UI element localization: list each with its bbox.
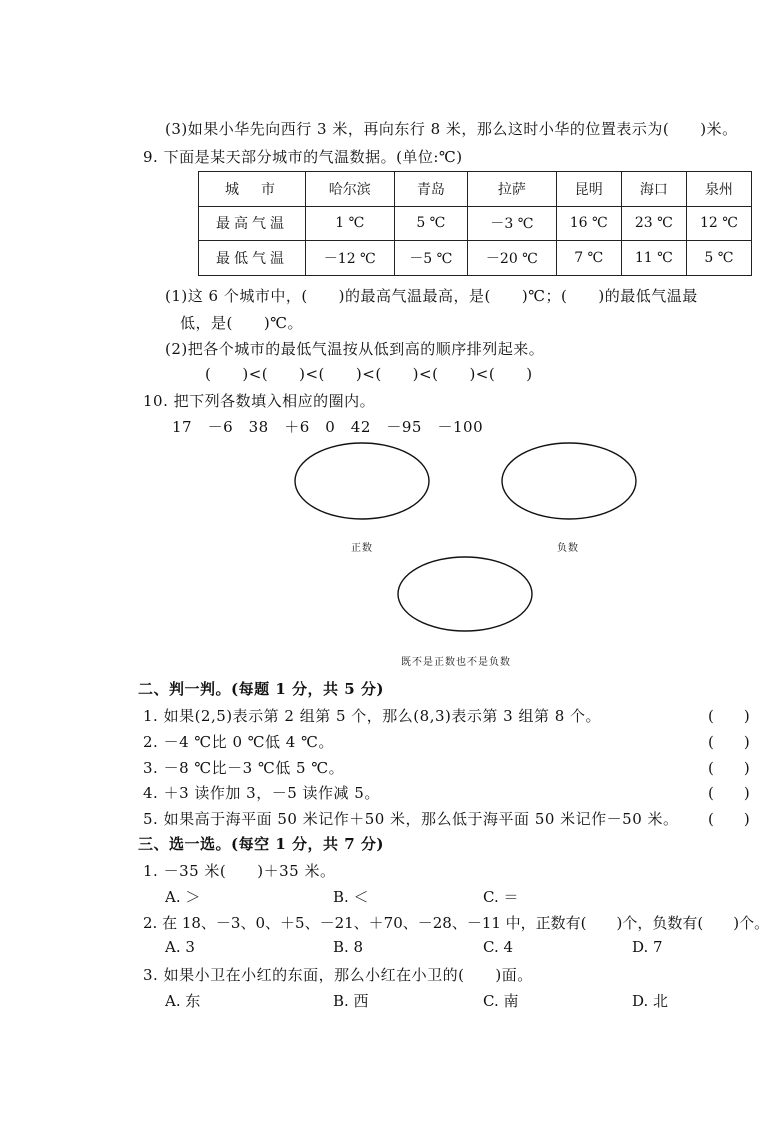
- choice-q3-option-d[interactable]: D. 北: [632, 992, 669, 1010]
- q9-part1-line1: (1)这 6 个城市中，( )的最高气温最高，是( )℃；( )的最低气温最: [165, 287, 698, 305]
- judge-answer-2[interactable]: ( ): [708, 733, 750, 751]
- positive-label: 正数: [351, 543, 373, 554]
- table-cell: 23 ℃: [621, 206, 686, 241]
- judge-item-5: 5. 如果高于海平面 50 米记作＋50 米，那么低于海平面 50 米记作－50 米。: [143, 810, 679, 828]
- neither-circle[interactable]: [398, 557, 532, 631]
- table-cell: 5 ℃: [394, 206, 468, 241]
- negative-label: 负数: [557, 543, 579, 554]
- choice-q3-option-b[interactable]: B. 西: [333, 992, 369, 1010]
- judge-answer-1[interactable]: ( ): [708, 707, 750, 725]
- table-cell: 16 ℃: [556, 206, 621, 241]
- table-cell: 城 市: [199, 172, 306, 207]
- judge-item-1: 1. 如果(2,5)表示第 2 组第 5 个，那么(8,3)表示第 3 组第 8 个。: [143, 707, 602, 725]
- q9-part1-line2: 低，是( )℃。: [180, 314, 303, 332]
- table-cell: 哈尔滨: [306, 172, 395, 207]
- choice-q3-option-c[interactable]: C. 南: [483, 992, 519, 1010]
- neither-label: 既不是正数也不是负数: [401, 657, 511, 668]
- section2-title: 二、判一判。(每题 1 分，共 5 分): [138, 680, 384, 698]
- choice-q2-stem: 2. 在 18、－3、0、＋5、－21、＋70、－28、－11 中，正数有( )个，负数有( )个。: [143, 914, 770, 932]
- choice-q1-option-a[interactable]: A. ＞: [165, 888, 201, 906]
- choice-q2-option-c[interactable]: C. 4: [483, 938, 514, 956]
- judge-item-2: 2. －4 ℃比 0 ℃低 4 ℃。: [143, 733, 334, 751]
- choice-q2-option-b[interactable]: B. 8: [333, 938, 364, 956]
- q9-order-line: ( )<( )<( )<( )<( )<( ): [205, 365, 533, 383]
- q8-part3-text: (3)如果小华先向西行 3 米，再向东行 8 米，那么这时小华的位置表示为( )米。: [165, 120, 738, 138]
- section3-title: 三、选一选。(每空 1 分，共 7 分): [138, 835, 384, 853]
- judge-item-3: 3. －8 ℃比－3 ℃低 5 ℃。: [143, 759, 345, 777]
- table-cell: 泉州: [686, 172, 751, 207]
- choice-q1-option-b[interactable]: B. ＜: [333, 888, 369, 906]
- table-cell: －12 ℃: [306, 241, 395, 276]
- table-cell: 青岛: [394, 172, 468, 207]
- choice-q1-stem: 1. －35 米( )＋35 米。: [143, 862, 336, 880]
- judge-answer-5[interactable]: ( ): [708, 810, 750, 828]
- table-cell: －3 ℃: [468, 206, 557, 241]
- table-cell: 最高气温: [199, 206, 306, 241]
- choice-q2-option-a[interactable]: A. 3: [165, 938, 195, 956]
- negative-circle[interactable]: [502, 443, 636, 519]
- q10-numbers: 17 －6 38 ＋6 0 42 －95 －100: [172, 418, 484, 436]
- q9-part2: (2)把各个城市的最低气温按从低到高的顺序排列起来。: [165, 340, 545, 358]
- choice-q1-option-c[interactable]: C. ＝: [483, 888, 519, 906]
- judge-answer-4[interactable]: ( ): [708, 784, 750, 802]
- table-cell: 5 ℃: [686, 241, 751, 276]
- table-cell: －5 ℃: [394, 241, 468, 276]
- table-cell: 11 ℃: [621, 241, 686, 276]
- q9-title: 9. 下面是某天部分城市的气温数据。(单位:℃): [143, 148, 463, 166]
- table-cell: 昆明: [556, 172, 621, 207]
- judge-item-4: 4. ＋3 读作加 3，－5 读作减 5。: [143, 784, 380, 802]
- choice-q2-option-d[interactable]: D. 7: [632, 938, 663, 956]
- table-cell: 1 ℃: [306, 206, 395, 241]
- table-cell: －20 ℃: [468, 241, 557, 276]
- choice-q3-option-a[interactable]: A. 东: [165, 992, 201, 1010]
- table-cell: 最低气温: [199, 241, 306, 276]
- table-cell: 海口: [621, 172, 686, 207]
- table-cell: 12 ℃: [686, 206, 751, 241]
- choice-q3-stem: 3. 如果小卫在小红的东面，那么小红在小卫的( )面。: [143, 966, 533, 984]
- positive-circle[interactable]: [295, 443, 429, 519]
- table-cell: 拉萨: [468, 172, 557, 207]
- table-cell: 7 ℃: [556, 241, 621, 276]
- judge-answer-3[interactable]: ( ): [708, 759, 750, 777]
- q10-title: 10. 把下列各数填入相应的圈内。: [143, 392, 376, 410]
